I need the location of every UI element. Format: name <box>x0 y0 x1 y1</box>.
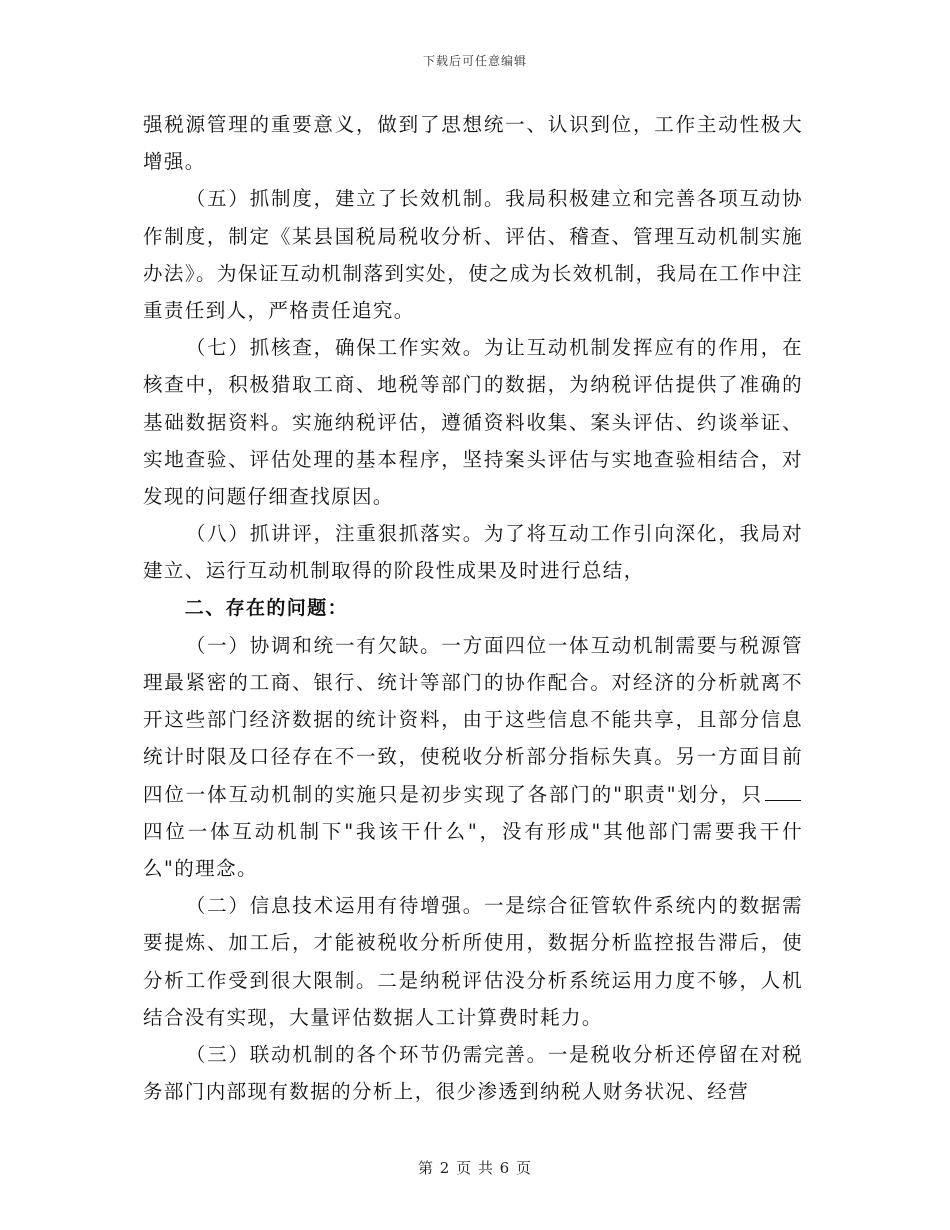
problem-1-text-part-2: 四位一体互动机制下"我该干什么"，没有形成"其他部门需要我干什么"的理念。 <box>143 819 803 881</box>
paragraph-problem-1 <box>143 627 803 887</box>
section-heading-problems: 二、存在的问题： <box>184 596 348 619</box>
paragraph-continuation: 强税源管理的重要意义，做到了思想统一、认识到位，工作主动性极大增强。 <box>143 113 803 174</box>
paragraph-section-8: （八）抓讲评，注重狠抓落实。为了将互动工作引向深化，我局对建立、运行互动机制取得的阶段性成果及时进行总结， <box>143 522 803 583</box>
paragraph-problem-3: （三）联动机制的各个环节仍需完善。一是税收分析还停留在对税务部门内部现有数据的分析上，很少渗透到纳税人财务状况、经营 <box>143 1043 803 1104</box>
paragraph-section-5: （五）抓制度，建立了长效机制。我局积极建立和完善各项互动协作制度，制定《某县国税局税收分析、评估、稽查、管理互动机制实施办法》。为保证互动机制落到实处，使之成为长效机制，我局在工作中注重责任到人，严格责任追究。 <box>143 187 803 323</box>
paragraph-problem-2: （二）信息技术运用有待增强。一是综合征管软件系统内的数据需要提炼、加工后，才能被税收分析所使用，数据分析监控报告滞后，使分析工作受到很大限制。二是纳税评估没分析系统运用力度不够，人机结合没有实现，大量评估数据人工计算费时耗力。 <box>143 894 803 1029</box>
document-body <box>143 106 803 1110</box>
header-note: 下载后可任意编辑 <box>422 54 527 68</box>
paragraph-section-7: （七）抓核查，确保工作实效。为让互动机制发挥应有的作用，在核查中，积极猎取工商、地税等部门的数据，为纳税评估提供了准确的基础数据资料。实施纳税评估，遵循资料收集、案头评估、约谈举证、实地查验、评估处理的基本程序，坚持案头评估与实地查验相结合，对发现的问题仔细查找原因。 <box>143 336 803 509</box>
problem-1-text-part-1: （一）协调和统一有欠缺。一方面四位一体互动机制需要与税源管理最紧密的工商、银行、统计等部门的协作配合。对经济的分析就离不开这些部门经济数据的统计资料，由于这些信息不能共享，且部分信息统计时限及口径存在不一致，使税收分析部分指标失真。另一方面目前四位一体互动机制的实施只是初步实现了各部门的"职责"划分，只 <box>143 633 803 806</box>
page-number-footer: 第 2 页 共 6 页 <box>418 1159 532 1177</box>
fill-in-blank <box>765 799 801 801</box>
